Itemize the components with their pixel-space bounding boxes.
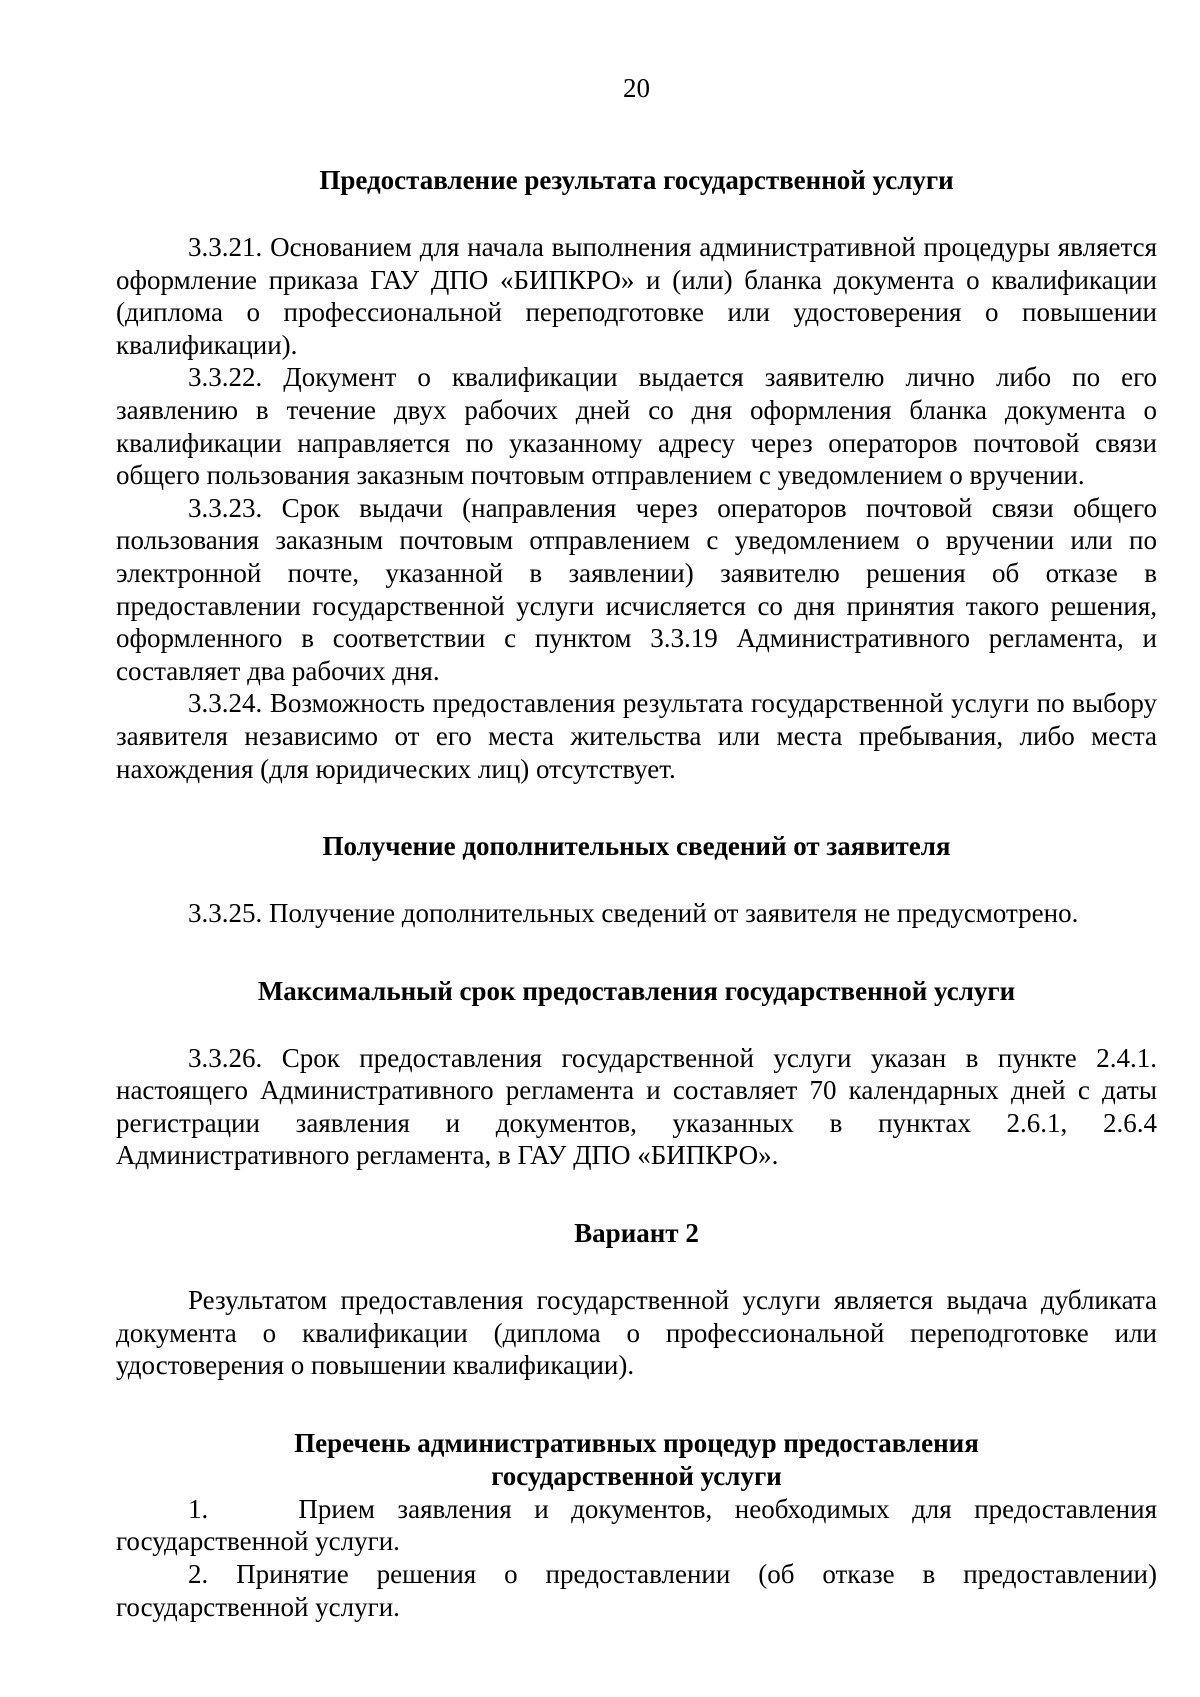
- paragraph-3-3-23: 3.3.23. Срок выдачи (направления через операторов почтовой связи общего пользования заказным почтовым отправлением с уведомлением о вручении или по электронной почте, указанной в заявлении) заявителю решения об отказе в предоставлении государственной услуги исчисляется со дня принятия такого решения, оформленного в соответствии с пунктом 3.3.19 Административного регламента, и составляет два рабочих дня.: [116, 492, 1157, 686]
- section-heading-additional-info: Получение дополнительных сведений от заявителя: [322, 831, 951, 862]
- section-heading-variant-2: Вариант 2: [574, 1218, 699, 1249]
- paragraph-variant-2-result: Результатом предоставления государственной услуги является выдача дубликата документа о квалификации (диплома о профессиональной переподготовке или удостоверения о повышении квалификации).: [116, 1285, 1157, 1381]
- section-heading-procedures-line-2: государственной услуги: [491, 1460, 782, 1491]
- section-heading-procedures: [116, 1427, 1157, 1493]
- paragraph-3-3-24: 3.3.24. Возможность предоставления результата государственной услуги по выбору заявителя независимо от его места жительства или места пребывания, либо места нахождения (для юридических лиц) отсутствует.: [116, 688, 1157, 784]
- section-heading-max-term: Максимальный срок предоставления государственной услуги: [257, 975, 1016, 1006]
- section-heading-procedures-line-1: Перечень административных процедур предоставления: [294, 1427, 979, 1458]
- paragraph-3-3-21: 3.3.21. Основанием для начала выполнения административной процедуры является оформление приказа ГАУ ДПО «БИПКРО» и (или) бланка документа о квалификации (диплома о профессиональной переподготовке или удостоверения о повышении квалификации).: [116, 232, 1157, 360]
- paragraph-3-3-25: 3.3.25. Получение дополнительных сведений от заявителя не предусмотрено.: [188, 898, 1079, 929]
- list-item-2: 2. Принятие решения о предоставлении (об отказе в предоставлении) государственной услуги.: [116, 1559, 1157, 1622]
- document-page: [116, 70, 1157, 1623]
- page-number: 20: [623, 73, 650, 103]
- list-item-1: 1. Прием заявления и документов, необходимых для предоставления государственной услуги.: [116, 1493, 1157, 1557]
- paragraph-3-3-22: 3.3.22. Документ о квалификации выдается заявителю лично либо по его заявлению в течение двух рабочих дней со дня оформления бланка документа о квалификации направляется по указанному адресу через операторов почтовой связи общего пользования заказным почтовым отправлением с уведомлением о вручении.: [116, 362, 1157, 491]
- section-heading-result: Предоставление результата государственной услуги: [319, 165, 954, 195]
- paragraph-3-3-26: 3.3.26. Срок предоставления государственной услуги указан в пункте 2.4.1. настоящего Административного регламента и составляет 70 календарных дней с даты регистрации заявления и документов, указанных в пунктах 2.6.1, 2.6.4 Административного регламента, в ГАУ ДПО «БИПКРО».: [116, 1042, 1157, 1171]
